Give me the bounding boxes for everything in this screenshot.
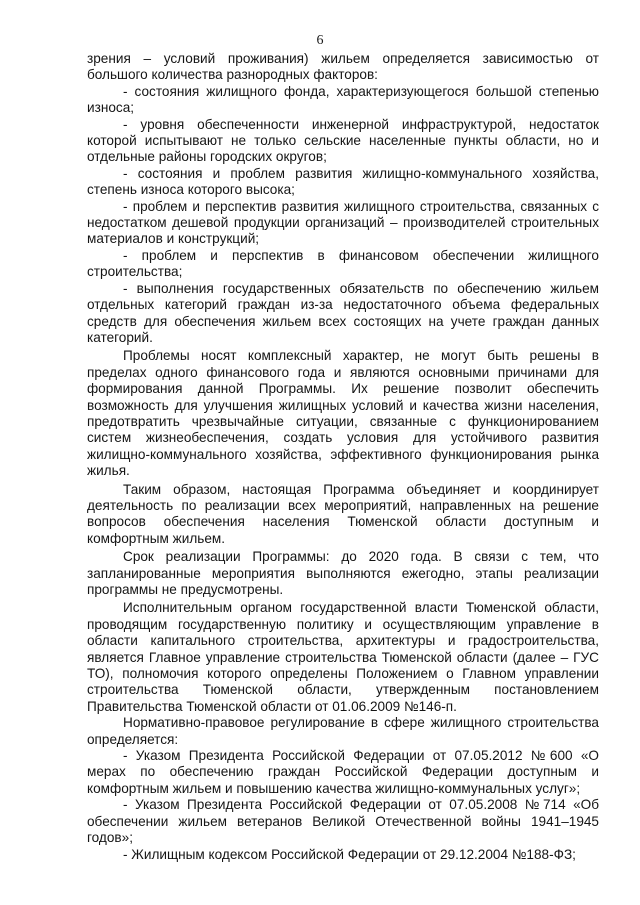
list-item-state-obligations: - выполнения государственных обязательств по обеспечению жильем отдельных категорий граждан из-за недостаточного объема федеральных средств для обеспечения жильем всех состоящих на учете граждан данных категорий. <box>87 280 599 345</box>
list-item-utilities: - состояния и проблем развития жилищно-коммунального хозяйства, степень износа которого высока; <box>87 165 599 198</box>
list-item-infrastructure: - уровня обеспеченности инженерной инфраструктурой, недостаток которой испытывают не только сельские населенные пункты области, но и отдельные районы городских округов; <box>87 116 599 165</box>
list-item-housing-code: - Жилищным кодексом Российской Федерации от 29.12.2004 №188-ФЗ; <box>123 846 576 862</box>
list-item-construction-prospects: - проблем и перспектив развития жилищного строительства, связанных с недостатком дешевой продукции организаций – производителей строительных материалов и конструкций; <box>87 198 599 247</box>
paragraph-term: Срок реализации Программы: до 2020 года. В связи с тем, что запланированные мероприятия выполняются ежегодно, этапы реализации программы не предусмотрены. <box>87 549 599 597</box>
paragraph-intro: зрения – условий проживания) жильем определяется зависимостью от большого количества разнородных факторов: <box>87 51 599 83</box>
list-item-housing-stock: - состояния жилищного фонда, характеризующегося большой степенью износа; <box>87 83 599 116</box>
list-item-decree-600: - Указом Президента Российской Федерации от 07.05.2012 №600 «О мерах по обеспечению граждан Российской Федерации доступным и комфортным жильем и повышению качества жилищно-коммунальных услуг»; <box>87 748 599 796</box>
list-item-decree-714: - Указом Президента Российской Федерации от 07.05.2008 №714 «Об обеспечении жильем ветеранов Великой Отечественной войны 1941–1945 годов»; <box>87 797 599 846</box>
list-item-financing: - проблем и перспектив в финансовом обеспечении жилищного строительства; <box>87 247 599 280</box>
document-body <box>87 51 599 863</box>
paragraph-executive-body: Исполнительным органом государственной власти Тюменской области, проводящим государственную политику и осуществляющим управление в области капитального строительства, архитектуры и градостроительства, является Главное управление строительства Тюменской области (далее – ГУС ТО), полномочия которого определены Положением о Главном управлении строительства Тюменской области, утвержденным постановлением Правительства Тюменской области от 01.06.2009 №146-п. <box>87 600 599 714</box>
paragraph-problems: Проблемы носят комплексный характер, не могут быть решены в пределах одного финансового года и являются основными причинами для формирования данной Программы. Их решение позволит обеспечить возможность для улучшения жилищных условий и качества жизни населения, предотвратить чрезвычайные ситуации, связанные с функционированием систем жизнеобеспечения, создать условия для устойчивого развития жилищно-коммунального хозяйства, эффективного функционирования рынка жилья. <box>87 348 599 479</box>
page-number: 6 <box>316 33 324 48</box>
paragraph-program-coordination: Таким образом, настоящая Программа объединяет и координирует деятельность по реализации всех мероприятий, направленных на решение вопросов обеспечения населения Тюменской области доступным и комфортным жильем. <box>87 481 599 546</box>
paragraph-regulation: Нормативно-правовое регулирование в сфере жилищного строительства определяется: <box>87 715 599 747</box>
